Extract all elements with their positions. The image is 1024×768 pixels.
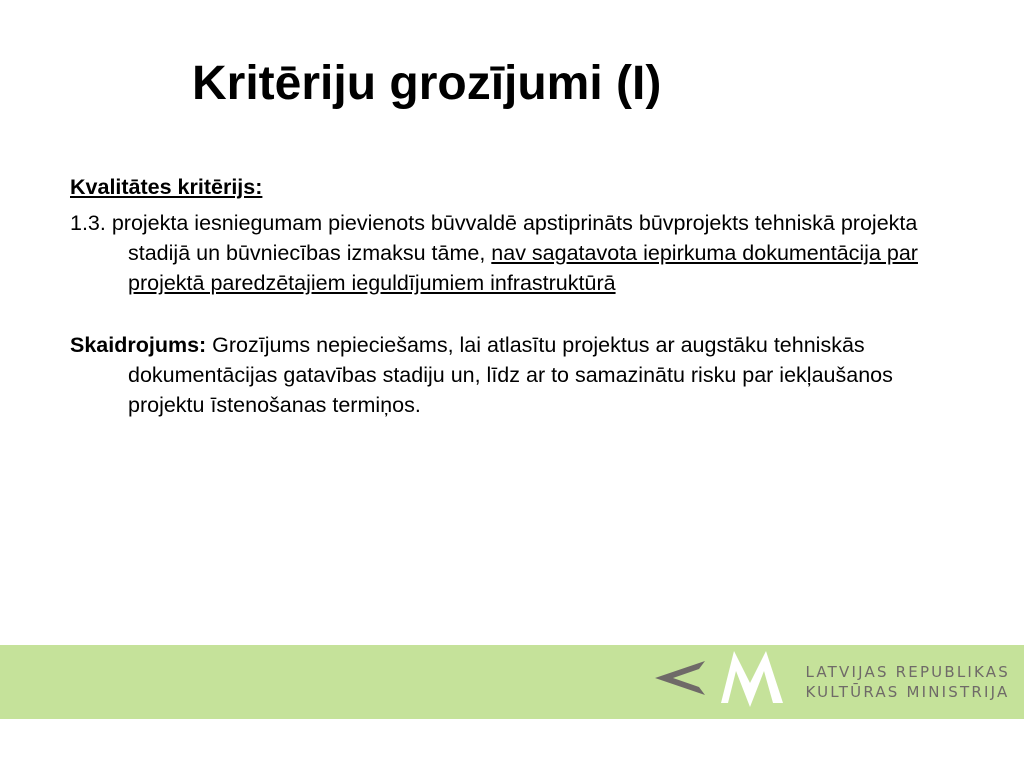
explanation-paragraph [70, 330, 970, 420]
explanation-text: Grozījums nepieciešams, lai atlasītu projektus ar augstāku tehniskās dokumentācijas gatavības stadiju un, līdz ar to samazinātu risku par iekļaušanos projektu īstenošanas termiņos. [128, 333, 893, 417]
ministry-logo-text [805, 662, 1010, 702]
chevron-left-icon [655, 661, 705, 695]
ministry-logo-mark-icon [655, 651, 791, 713]
explanation-label: Skaidrojums: [70, 333, 207, 357]
slide-body [70, 172, 970, 420]
m-letter-icon [721, 651, 783, 707]
slide-title: Kritēriju grozījumi (I) [192, 57, 662, 110]
criterion-heading: Kvalitātes kritērijs: [70, 175, 263, 199]
logo-text-line1: LATVIJAS REPUBLIKAS [805, 663, 1010, 681]
logo-text-line2: KULTŪRAS MINISTRIJA [805, 683, 1010, 701]
criterion-text: 1.3. projekta iesniegumam pievienots būvvaldē apstiprināts būvprojekts tehniskā projekta stadijā un būvniecības izmaksu tāme, [70, 211, 918, 265]
criterion-paragraph [70, 208, 970, 298]
footer-band [0, 645, 1024, 719]
ministry-logo [655, 651, 1010, 713]
criterion-underlined-text: nav sagatavota iepirkuma dokumentācija par projektā paredzētajiem ieguldījumiem infrastruktūrā [128, 241, 918, 295]
